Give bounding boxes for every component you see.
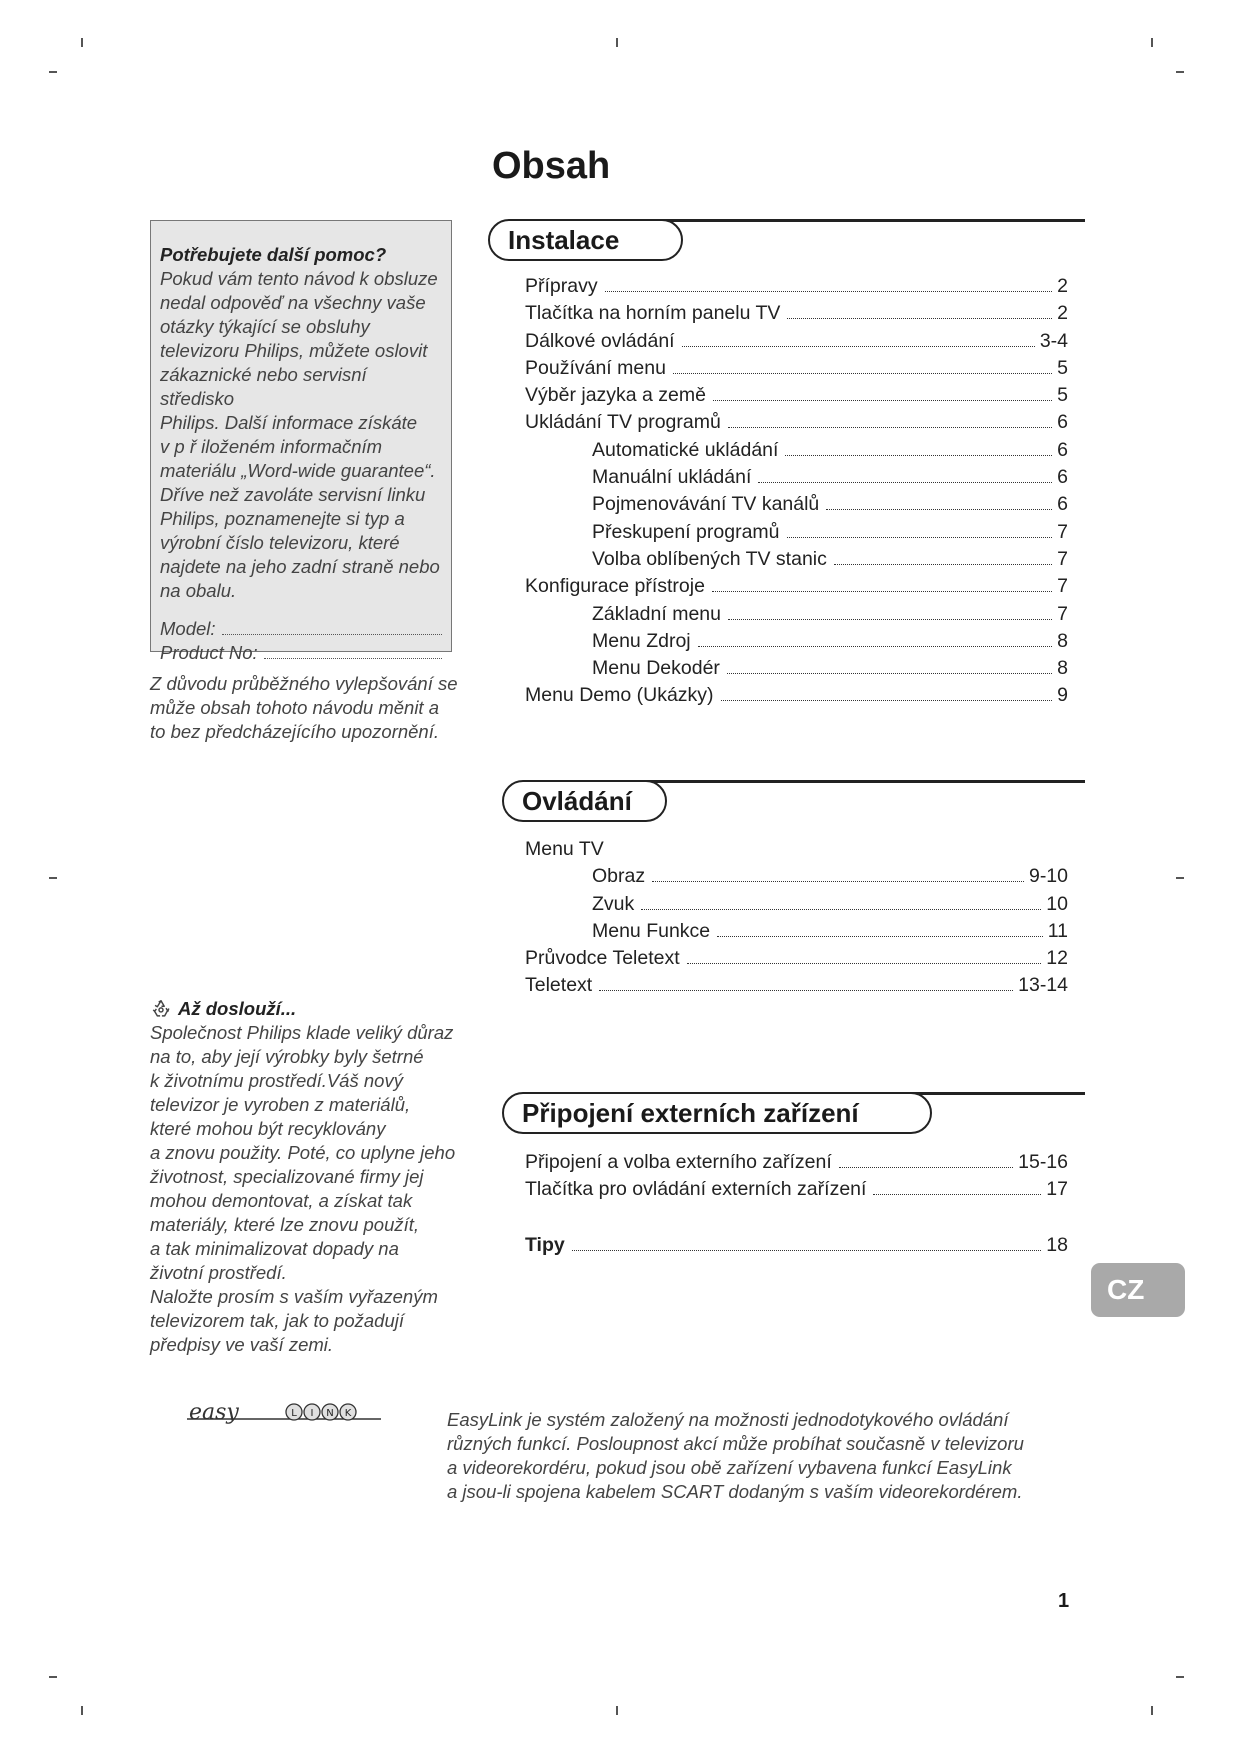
crop-mark [81,38,83,47]
toc-entry[interactable]: Ukládání TV programů 6 [525,411,1068,434]
help-line: na obalu. [160,580,237,601]
product-label: Product No: [160,642,258,663]
toc-entry[interactable]: Tlačítka pro ovládání externích zařízení 17 [525,1178,1068,1201]
page-number: 1 [1058,1590,1070,1612]
recycling-line: k životnímu prostředí.Váš nový [150,1070,403,1091]
toc-entry[interactable]: Konfigurace přístroje 7 [525,575,1068,598]
easylink-line: EasyLink je systém založený na možnosti jednodotykového ovládání [447,1409,1009,1430]
section-heading-pripojeni: Připojení externích zařízení [502,1092,932,1134]
toc-subentry[interactable]: Pojmenovávání TV kanálů 6 [592,493,1068,516]
toc-instalace [525,273,1068,710]
toc-entry[interactable]: Menu Demo (Ukázky) 9 [525,684,1068,707]
section-heading-ovladani: Ovládání [502,780,667,822]
easylink-line: různých funkcí. Posloupnost akcí může probíhat současně v televizoru [447,1433,1024,1454]
recycling-note [150,997,460,1357]
recycling-line: Společnost Philips klade veliký důraz [150,1022,454,1043]
product-blank [264,644,442,659]
toc-pripojeni [525,1149,1068,1259]
help-line: nedal odpověď na všechny vaše [160,292,426,313]
recycling-line: životnost, specializované firmy jej [150,1166,424,1187]
toc-subentry[interactable]: Základní menu 7 [592,602,1068,625]
recycling-title [150,997,460,1021]
toc-entry[interactable]: Výběr jazyka a země 5 [525,384,1068,407]
crop-mark [1176,71,1184,73]
crop-mark [49,1676,57,1678]
toc-entry[interactable]: Dálkové ovládání 3-4 [525,329,1068,352]
help-fields [160,617,442,665]
model-blank [222,620,442,635]
recycling-line: předpisy ve vaší zemi. [150,1334,334,1355]
crop-mark [616,38,618,47]
crop-mark [1176,1676,1184,1678]
crop-mark [1151,1706,1153,1715]
easylink-logo-letter: I [310,1408,314,1419]
model-field [160,617,442,641]
help-line: v p ř iloženém informačním [160,436,383,457]
help-line: otázky týkající se obsluhy [160,316,370,337]
toc-subentry[interactable]: Automatické ukládání 6 [592,438,1068,461]
recycling-line: televizorem tak, jak to požadují [150,1310,404,1331]
easylink-logo [185,1395,385,1435]
easylink-logo-letter: K [344,1408,352,1419]
recycling-title-text: Až doslouží... [178,998,297,1019]
product-field [160,641,442,665]
recycling-line: na to, aby její výrobky byly šetrné [150,1046,424,1067]
toc-entry[interactable]: Přípravy 2 [525,275,1068,297]
notice-line: Z důvodu průběžného vylepšování se [150,673,458,694]
help-line: najdete na jeho zadní straně nebo [160,556,440,577]
help-line: Dříve než zavoláte servisní linku [160,484,426,505]
help-line: televizoru Philips, můžete oslovit [160,340,428,361]
toc-subentry[interactable]: Přeskupení programů 7 [592,520,1068,543]
toc-entry[interactable]: Průvodce Teletext 12 [525,947,1068,970]
toc-subentry[interactable]: Menu Zdroj 8 [592,629,1068,652]
easylink-line: a videorekordéru, pokud jsou obě zařízení vybavena funkcí EasyLink [447,1457,1012,1478]
toc-entry[interactable]: Používání menu 5 [525,356,1068,379]
help-question: Potřebujete další pomoc? [160,244,387,265]
recycling-line: a tak minimalizovat dopady na [150,1238,399,1259]
notice-line: to bez předcházejícího upozornění. [150,721,439,742]
help-line: Philips. Další informace získáte [160,412,418,433]
easylink-line: a jsou-li spojena kabelem SCART dodaným s vaším videorekordérem. [447,1481,1023,1502]
recycling-line: mohou demontovat, a získat tak [150,1190,413,1211]
crop-mark [49,877,57,879]
easylink-logo-letter: L [291,1408,297,1419]
recycle-icon [150,998,172,1020]
change-notice [150,672,460,744]
easylink-logo-word: easy [189,1400,239,1425]
toc-entry[interactable]: Tlačítka na horním panelu TV 2 [525,302,1068,325]
toc-subentry[interactable]: Manuální ukládání 6 [592,466,1068,489]
recycling-line: které mohou být recyklovány [150,1118,386,1139]
crop-mark [1176,877,1184,879]
recycling-line: Naložte prosím s vaším vyřazeným [150,1286,438,1307]
recycling-line: životní prostředí. [150,1262,287,1283]
help-line: Pokud vám tento návod k obsluze [160,268,438,289]
help-box [150,220,452,663]
toc-subentry[interactable]: Menu Dekodér 8 [592,657,1068,680]
crop-mark [616,1706,618,1715]
help-line: materiálu „Word-wide guarantee“. [160,460,436,481]
toc-entry[interactable]: Teletext 13-14 [525,974,1068,997]
crop-mark [1151,38,1153,47]
crop-mark [49,71,57,73]
toc-subentry[interactable]: Zvuk 10 [592,892,1068,915]
easylink-description [447,1408,1047,1504]
help-line: zákaznické nebo servisní středisko [160,364,367,409]
help-line: Philips, poznamenejte si typ a [160,508,405,529]
toc-subentry[interactable]: Volba oblíbených TV stanic 7 [592,547,1068,570]
recycling-line: televizor je vyroben z materiálů, [150,1094,411,1115]
page-title: Obsah [492,145,611,187]
easylink-logo-letter: N [326,1408,334,1419]
toc-ovladani [525,836,1068,1000]
language-tab: CZ [1091,1263,1185,1317]
toc-entry[interactable]: Připojení a volba externího zařízení 15-16 [525,1151,1068,1173]
recycling-line: materiály, které lze znovu použít, [150,1214,420,1235]
toc-subentry[interactable]: Menu Funkce 11 [592,919,1068,942]
help-line: výrobní číslo televizoru, které [160,532,400,553]
toc-subentry[interactable]: Obraz 9-10 [592,865,1068,888]
toc-entry-tipy[interactable]: Tipy 18 [525,1233,1068,1256]
section-heading-instalace: Instalace [488,219,683,261]
recycling-line: a znovu použity. Poté, co uplyne jeho [150,1142,456,1163]
model-label: Model: [160,618,216,639]
crop-mark [81,1706,83,1715]
notice-line: může obsah tohoto návodu měnit a [150,697,439,718]
toc-entry-menu-tv[interactable]: Menu TV [525,838,604,860]
